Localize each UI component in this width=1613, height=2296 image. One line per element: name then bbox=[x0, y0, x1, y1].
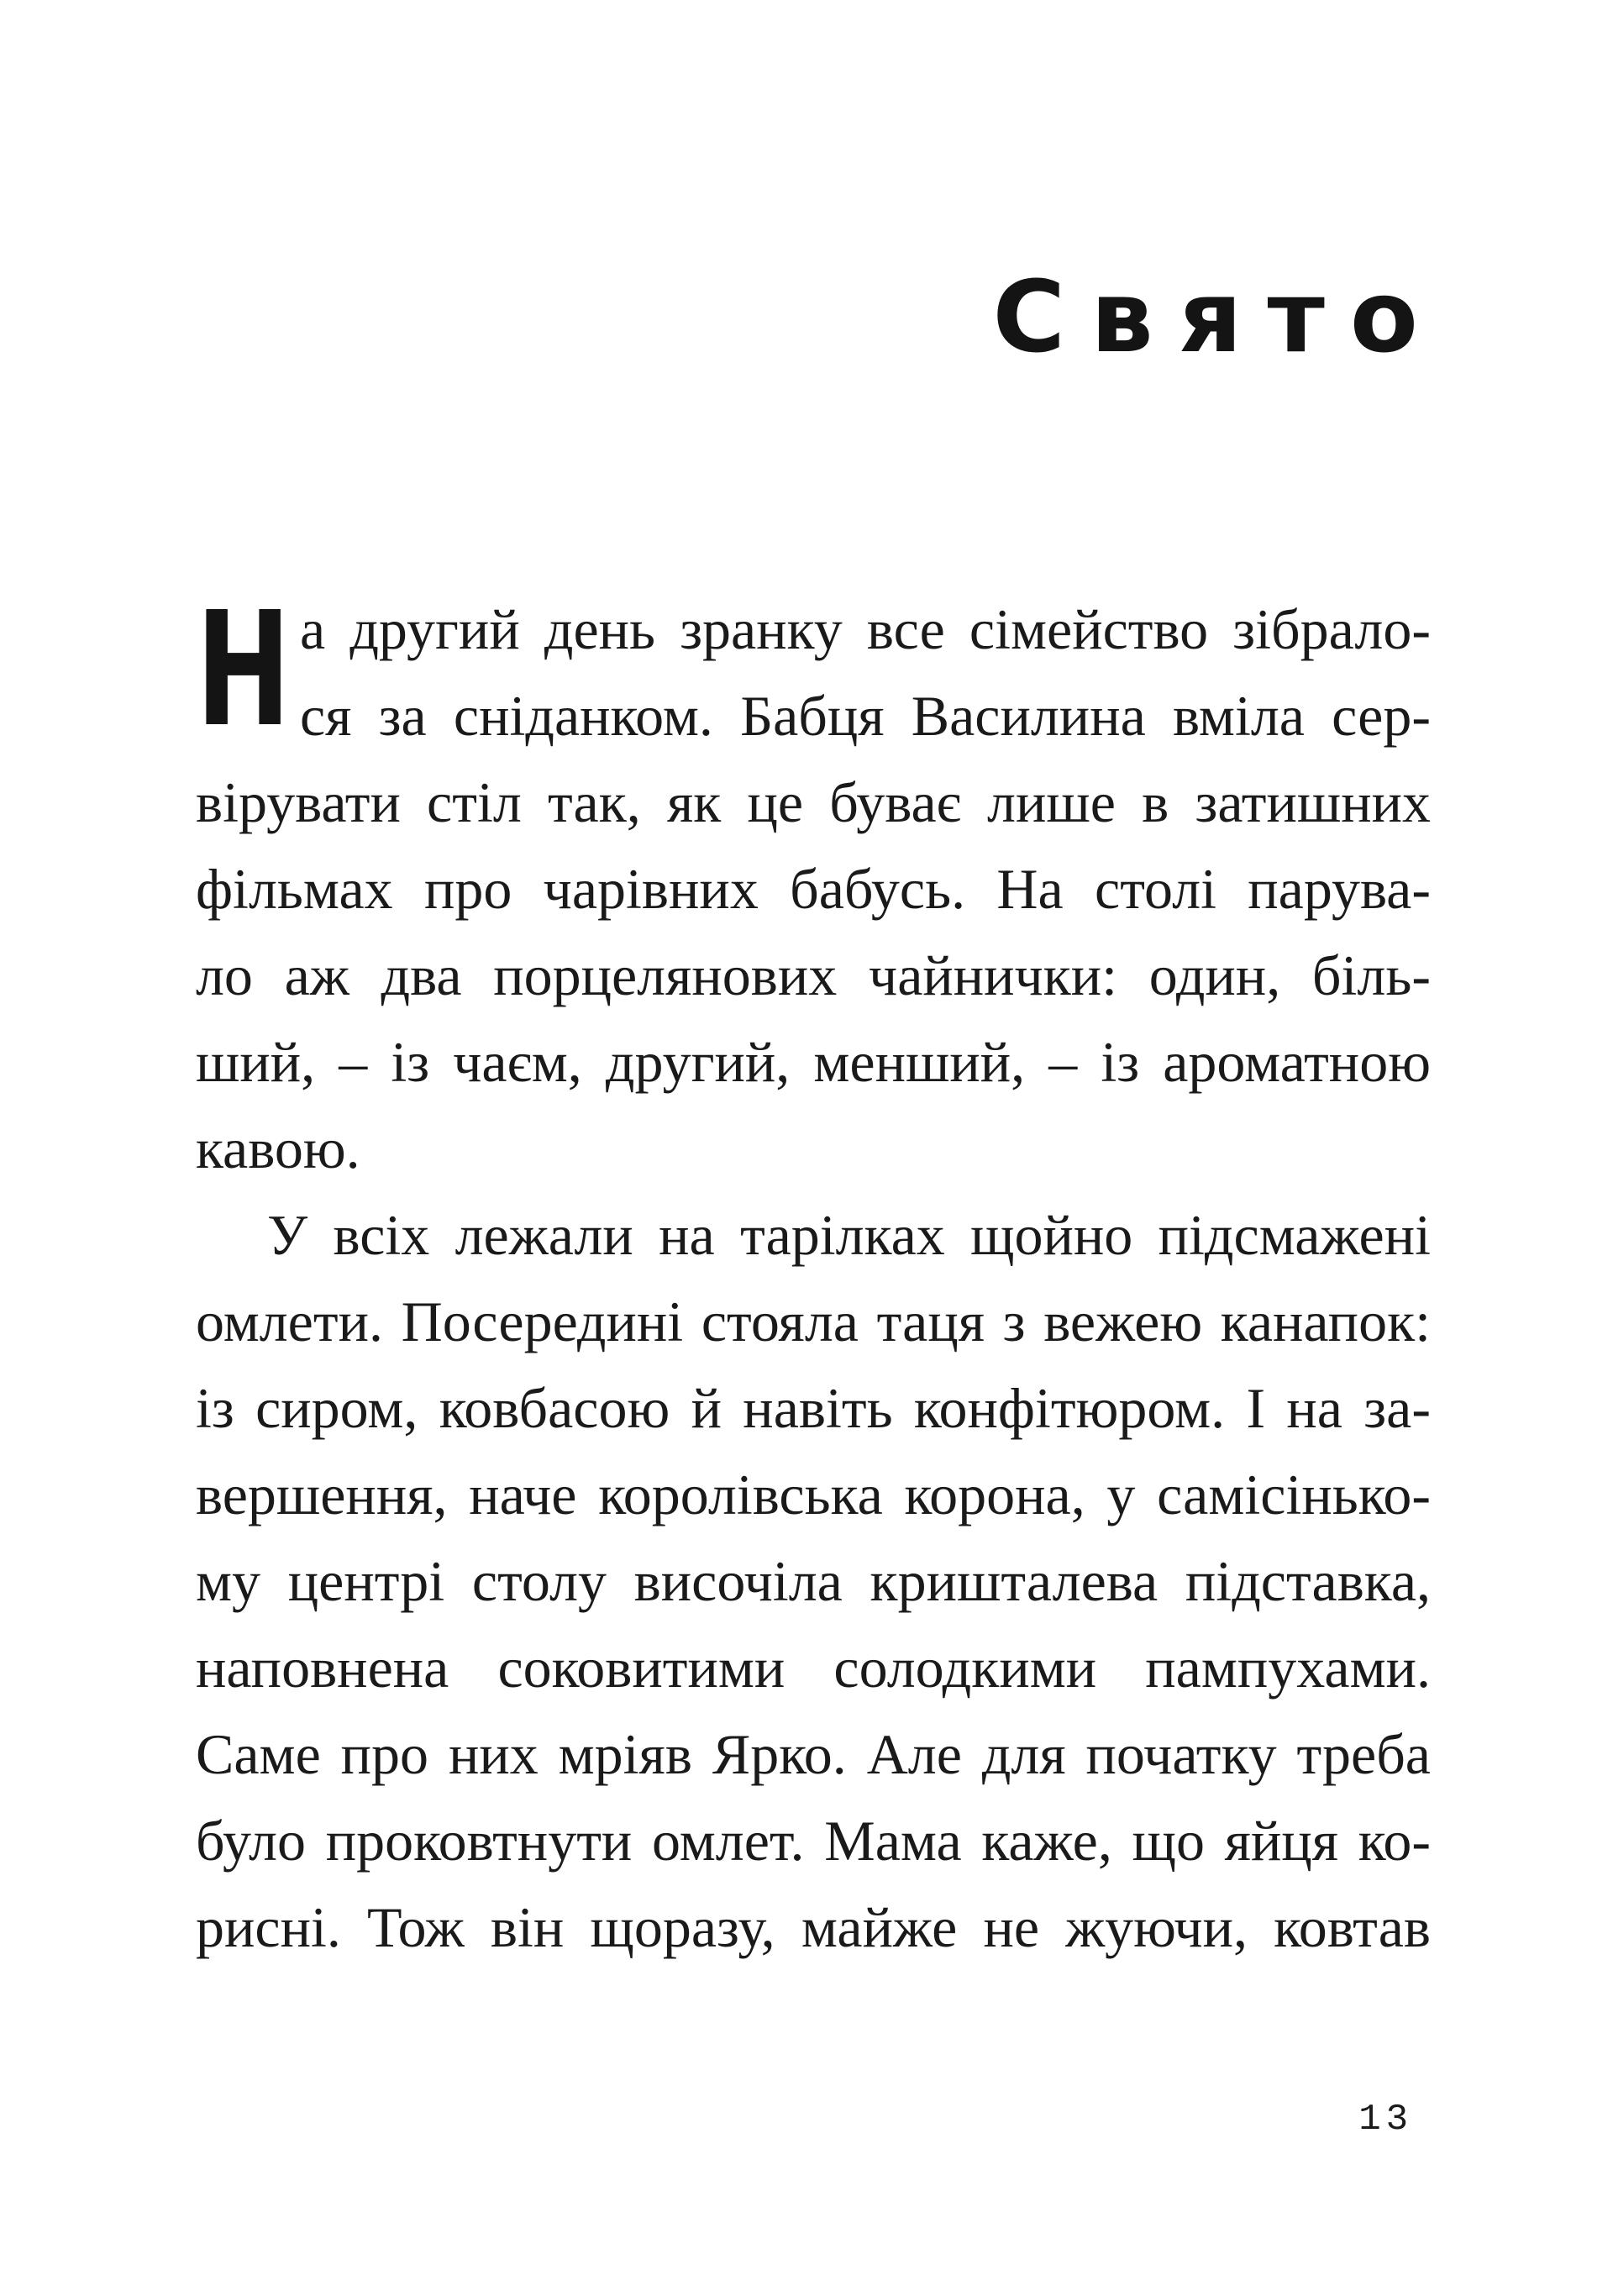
text-line: фільмах про чарівних бабусь. На столі парува- bbox=[196, 857, 1431, 921]
paragraph-2 bbox=[196, 1192, 1431, 1971]
text-line: Саме про них мріяв Ярко. Але для початку треба bbox=[196, 1722, 1431, 1786]
body-text bbox=[196, 578, 1431, 1971]
text-line: рисні. Тож він щоразу, майже не жуючи, ковтав bbox=[196, 1895, 1431, 1959]
paragraph-1 bbox=[196, 578, 1431, 1192]
text-line: вершення, наче королівська корона, у самісінько- bbox=[196, 1463, 1431, 1526]
text-line: наповнена соковитими солодкими пампухами. bbox=[196, 1636, 1431, 1700]
text-line: із сиром, ковбасою й навіть конфітюром. І на за- bbox=[196, 1376, 1431, 1440]
chapter-title: Свято bbox=[992, 259, 1443, 375]
text-line: У всіх лежали на тарілках щойно підсмажені bbox=[267, 1203, 1431, 1267]
text-line: му центрі столу височіла кришталева підставка, bbox=[196, 1549, 1431, 1613]
text-line: ло аж два порцелянових чайнички: один, біль- bbox=[196, 943, 1431, 1007]
text-line: а другий день зранку все сімейство зібрало- bbox=[300, 597, 1431, 661]
drop-cap-letter: Н bbox=[196, 578, 292, 762]
text-line: омлети. Посередині стояла таця з вежею канапок: bbox=[196, 1290, 1431, 1353]
text-line: ся за сніданком. Бабця Василина вміла сер- bbox=[300, 684, 1431, 748]
text-line: було проковтнути омлет. Мама каже, що яйця ко- bbox=[196, 1809, 1431, 1873]
text-line: кавою. bbox=[196, 1116, 360, 1180]
text-line: вірувати стіл так, як це буває лише в затишних bbox=[196, 770, 1431, 834]
page-number: 13 bbox=[1358, 2099, 1413, 2141]
text-line: ший, – із чаєм, другий, менший, – із ароматною bbox=[196, 1030, 1431, 1094]
